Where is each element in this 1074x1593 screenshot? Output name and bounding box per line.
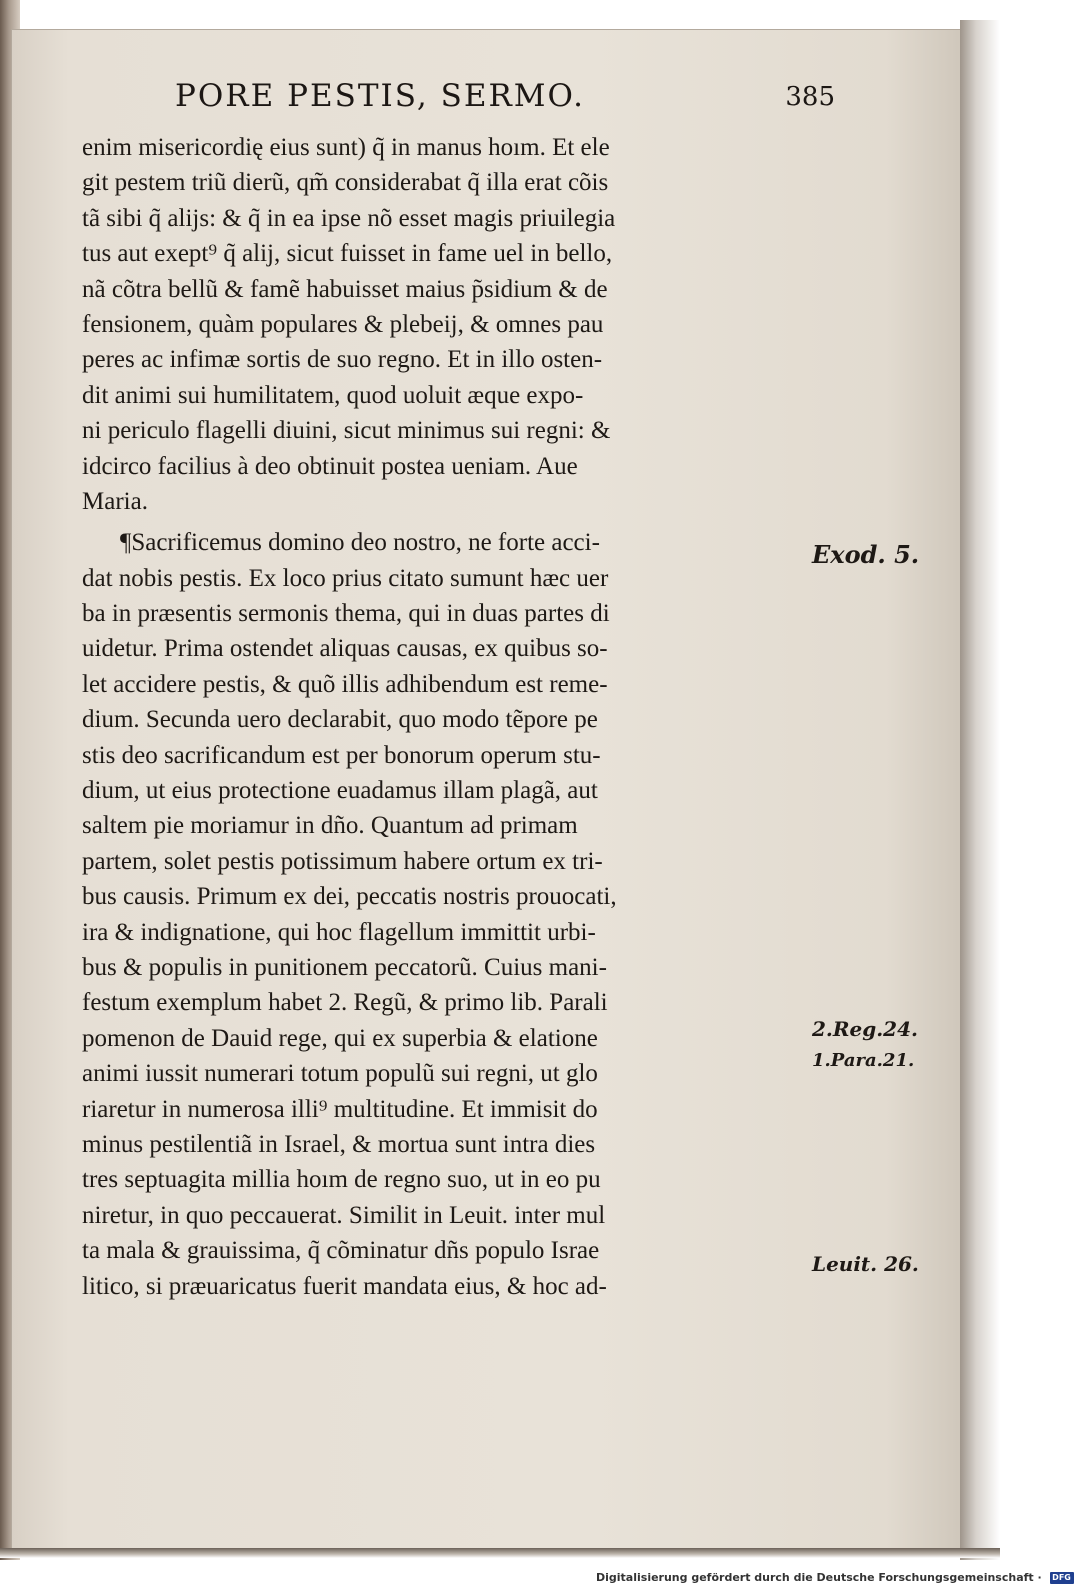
dfg-logo: DFG	[1050, 1572, 1074, 1584]
text-line: ta mala & grauissima, q̃ cõminatur dñs populo Israe	[82, 1237, 600, 1265]
text-line: saltem pie moriamur in dño. Quantum ad primam	[82, 812, 578, 840]
text-line: tres septuagita millia hoım de regno suo, ut in eo pu	[82, 1166, 601, 1194]
paragraph-2	[82, 525, 812, 1304]
text-line: minus pestilentiã in Israel, & mortua sunt intra dies	[82, 1130, 596, 1158]
text-line: dit animi sui humilitatem, quod uoluit æque expo-	[82, 381, 584, 409]
text-line: stis deo sacrificandum est per bonorum operum stu-	[82, 741, 601, 769]
text-line: ni periculo flagelli diuini, sicut minimus sui regni: &	[82, 417, 611, 445]
text-line: bus causis. Primum ex dei, peccatis nostris prouocati,	[82, 883, 617, 911]
page-bottom-edge	[0, 1548, 1000, 1558]
text-line: dat nobis pestis. Ex loco prius citato sumunt hæc uer	[82, 564, 609, 592]
text-line: tus aut exept⁹ q̃ alij, sicut fuisset in fame uel in bello,	[82, 240, 613, 268]
text-line: pomenon de Dauid rege, qui ex superbia & elatione	[82, 1024, 598, 1052]
text-line: animi iussit numerari totum populũ sui regni, ut glo	[82, 1060, 598, 1088]
text-line: nã cõtra bellũ & famẽ habuisset maius p̃sidium & de	[82, 275, 608, 303]
text-line: festum exemplum habet 2. Regũ, & primo lib. Parali	[82, 989, 608, 1017]
text-line: ira & indignatione, qui hoc flagellum immittit urbi-	[82, 918, 596, 946]
text-line: idcirco facilius à deo obtinuit postea ueniam. Aue	[82, 452, 578, 480]
text-line: ¶Sacrificemus domino deo nostro, ne forte acci-	[120, 529, 600, 557]
margin-note-exodus: Exod. 5.	[812, 540, 920, 569]
margin-note-leviticus: Leuit. 26.	[812, 1252, 919, 1276]
text-line: dium, ut eius protectione euadamus illam plagã, aut	[82, 777, 598, 805]
text-line: let accidere pestis, & quõ illis adhibendum est reme-	[82, 670, 608, 698]
text-line: partem, solet pestis potissimum habere ortum ex tri-	[82, 847, 603, 875]
text-line: litico, si præuaricatus fuerit mandata eius, & hoc ad-	[82, 1272, 607, 1300]
text-line: peres ac infimæ sortis de suo regno. Et in illo osten-	[82, 346, 603, 374]
text-line: git pestem triũ dierũ, qm̃ considerabat q̃ illa erat cõis	[82, 169, 609, 197]
page-number: 385	[785, 82, 835, 112]
running-head: PORE PESTIS, SERMO.	[175, 78, 585, 114]
text-line: fensionem, quàm populares & plebeij, & omnes pau	[82, 310, 604, 338]
paragraph-1	[82, 130, 812, 519]
text-line: niretur, in quo peccauerat. Similit in Leuit. inter mul	[82, 1201, 606, 1229]
page-right-shadow	[960, 20, 1000, 1560]
text-line: enim misericordię eius sunt) q̃ in manus hoım. Et ele	[82, 134, 610, 161]
text-line: ba in præsentis sermonis thema, qui in duas partes di	[82, 600, 610, 628]
text-line: tã sibi q̃ alijs: & q̃ in ea ipse nõ esset magis priuilegia	[82, 204, 616, 232]
digitization-credit	[596, 1571, 1071, 1589]
text-line: bus & populis in punitionem peccatorũ. Cuius mani-	[82, 953, 607, 981]
text-line: dium. Secunda uero declarabit, quo modo tẽpore pe	[82, 706, 598, 734]
credit-text: Digitalisierung gefördert durch die Deutsche Forschungsgemeinschaft ·	[596, 1571, 1042, 1584]
margin-note-paralipomenon: 1.Para.21.	[812, 1050, 915, 1071]
margin-note-regum: 2.Reg.24.	[812, 1017, 918, 1041]
page-header	[175, 78, 835, 122]
text-line: riaretur in numerosa illi⁹ multitudine. Et immisit do	[82, 1095, 598, 1123]
body-text	[82, 130, 812, 1304]
text-line: uidetur. Prima ostendet aliquas causas, ex quibus so-	[82, 635, 608, 663]
text-line: Maria.	[82, 487, 148, 515]
